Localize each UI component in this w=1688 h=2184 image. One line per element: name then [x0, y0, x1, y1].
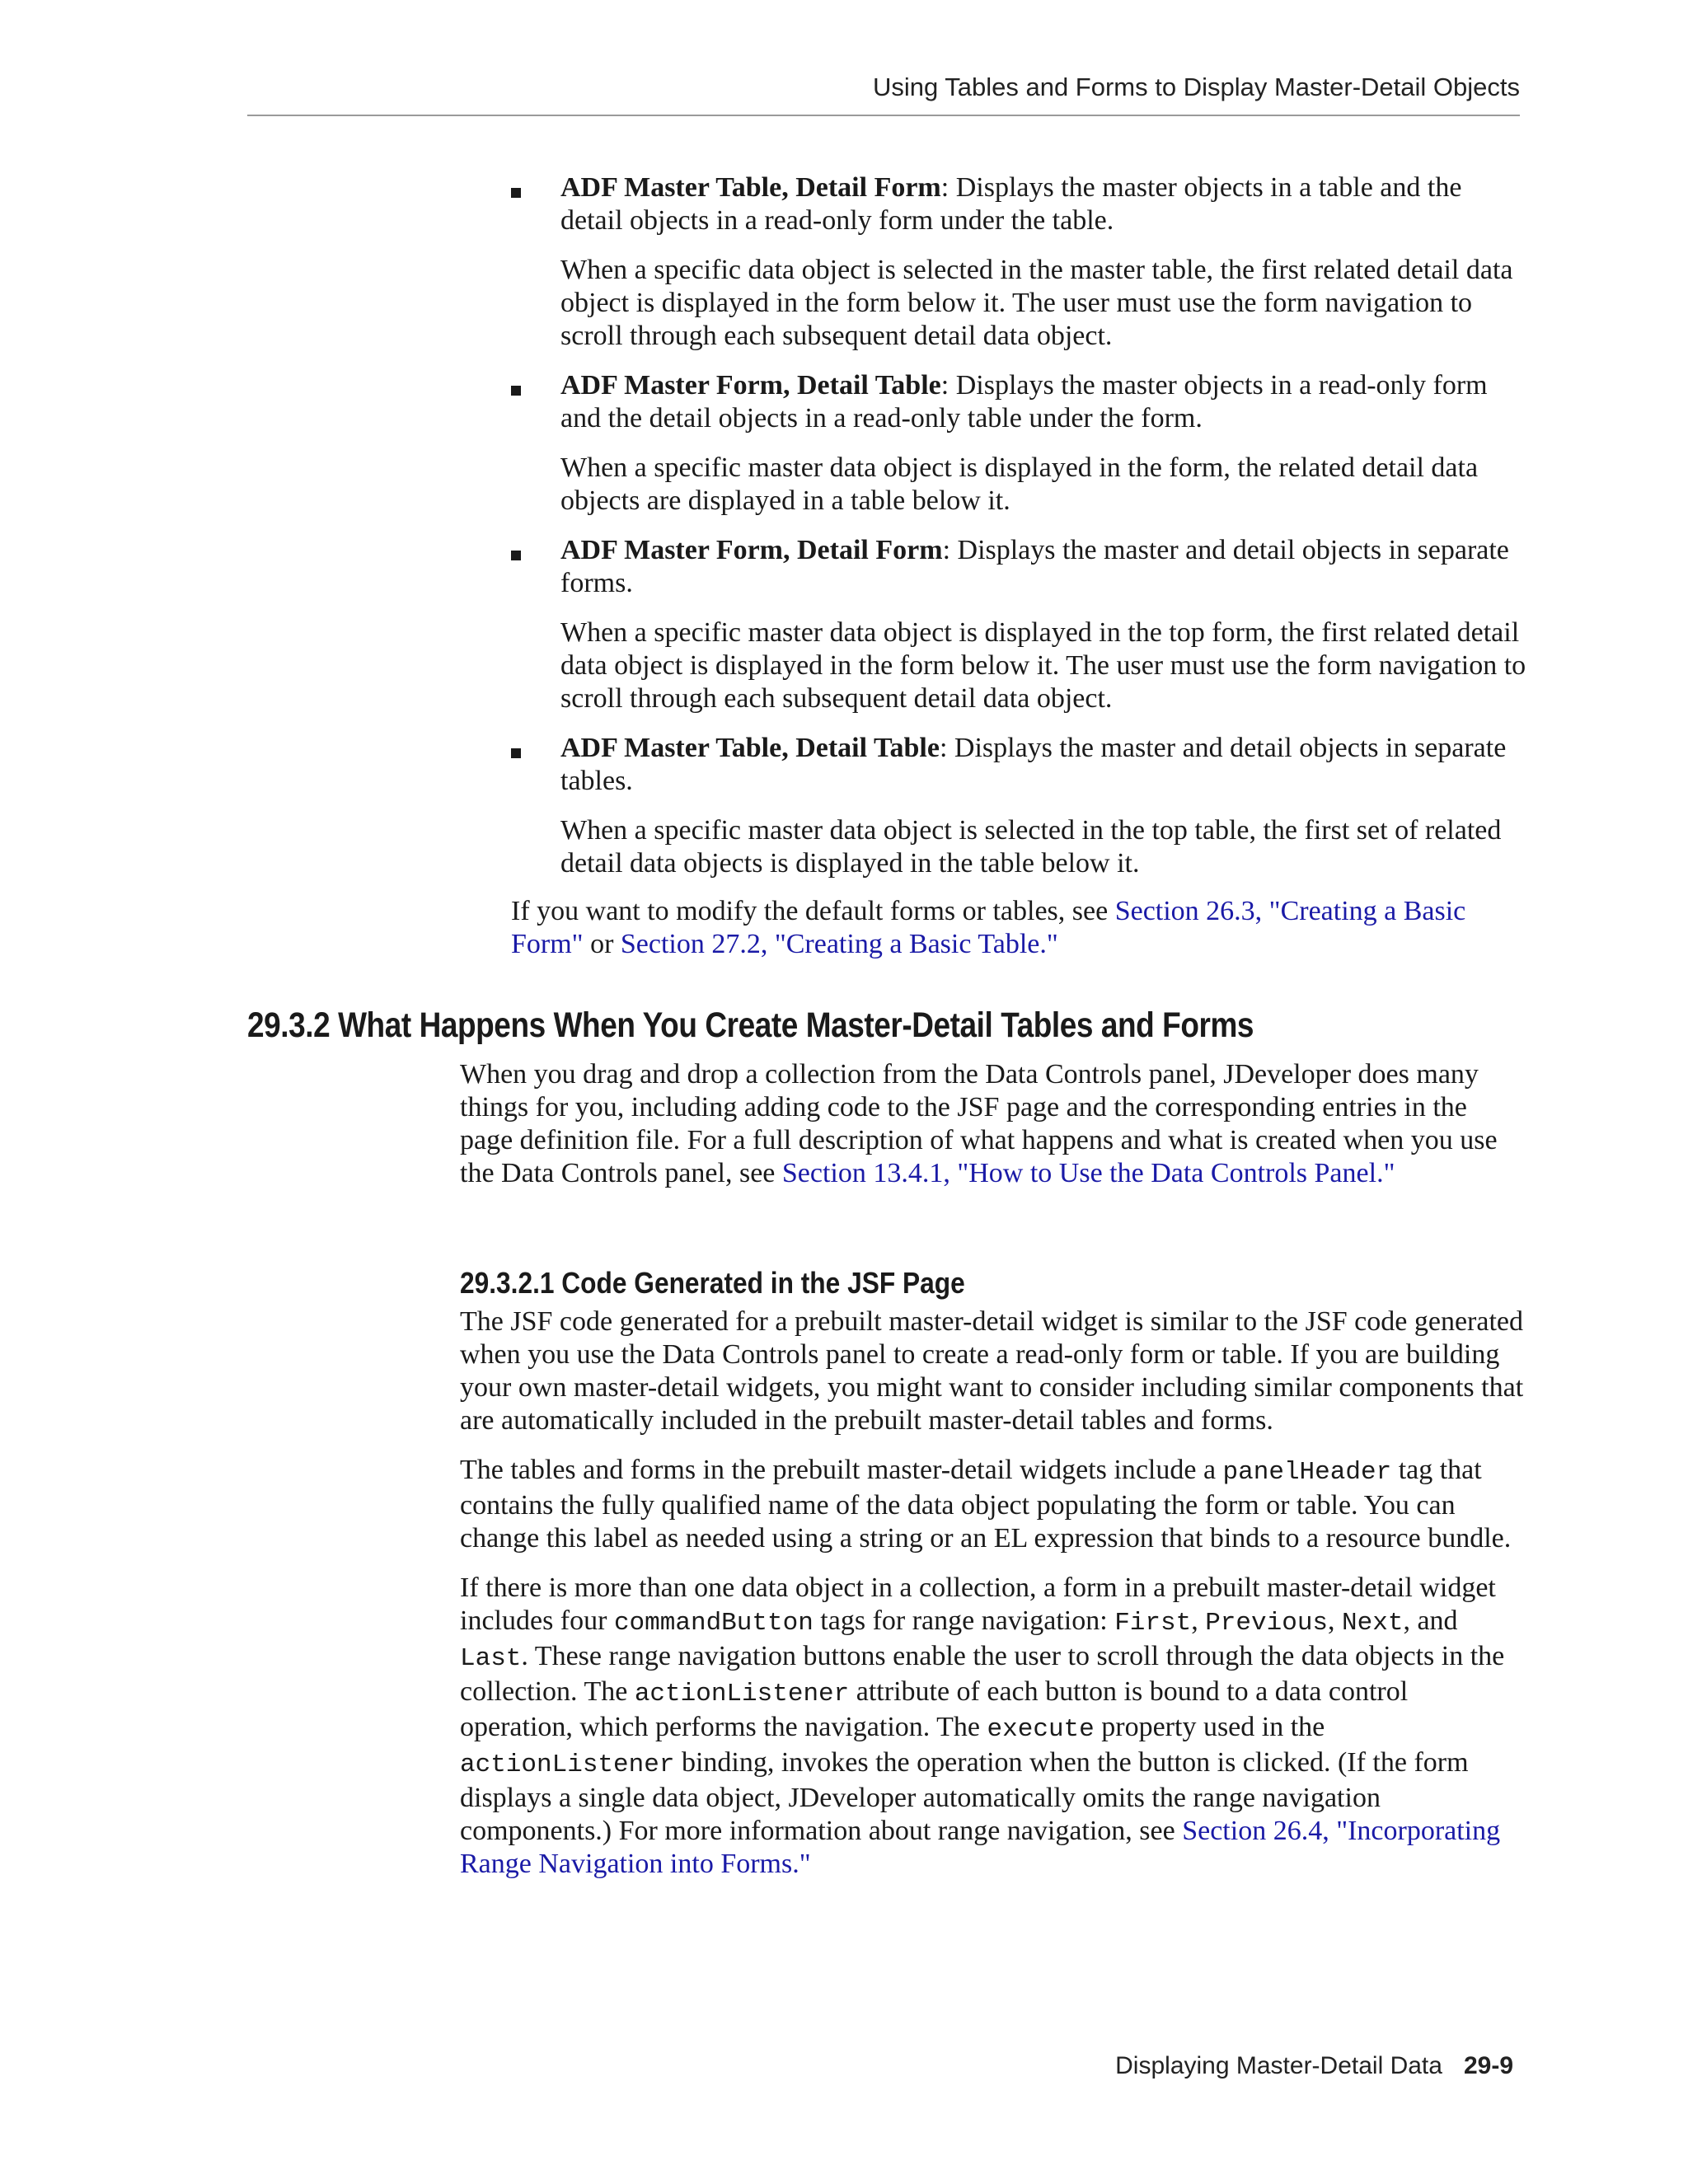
bullet-follow-text: When a specific master data object is displayed in the form, the related detail data objects are displayed in a table below it.: [560, 452, 1479, 516]
bullet-description: [560, 171, 1526, 237]
bullet-description: [560, 732, 1526, 798]
running-header: Using Tables and Forms to Display Master-Detail Objects: [872, 73, 1520, 101]
link-creating-basic-form[interactable]: Section 26.3, "Creating a Basic Form": [511, 896, 1466, 959]
code-next: Next: [1342, 1609, 1404, 1638]
subsection-heading: 29.3.2.1 Code Generated in the JSF Page: [460, 1266, 965, 1300]
footer-chapter-title: Displaying Master-Detail Data: [1115, 2052, 1442, 2079]
bullet-follow-text: When a specific data object is selected in the master table, the first related detail data object is displayed in the form below it. The user must use the form navigation to scroll through each subsequent detail data object.: [560, 255, 1513, 351]
body-text: , and: [1403, 1605, 1458, 1636]
bullet-desc-text: : Displays the master and detail objects in separate tables.: [560, 733, 1507, 796]
bullet-square-icon: [511, 188, 521, 198]
intro-text: When you drag and drop a collection from the Data Controls panel, JDeveloper does many things for you, including adding code to the JSF page and the corresponding entries in the page definition file. For a full description of what happens and what is created when you use the Data Controls panel, see: [460, 1059, 1498, 1188]
section-intro-paragraph: [460, 1058, 1525, 1190]
code-commandButton: commandButton: [613, 1609, 814, 1638]
bullet-term: ADF Master Table, Detail Form: [560, 172, 941, 203]
code-actionListener: actionListener: [460, 1750, 675, 1779]
bullet-desc-text: : Displays the master objects in a table and the detail objects in a read-only form under the table.: [560, 172, 1462, 236]
closing-text: If you want to modify the default forms or tables, see: [511, 896, 1115, 926]
section-heading: 29.3.2 What Happens When You Create Master-Detail Tables and Forms: [247, 1005, 1254, 1045]
header-rule: [247, 115, 1520, 116]
body-text: ,: [1191, 1605, 1206, 1636]
bullet-square-icon: [511, 748, 521, 758]
bullet-description: [560, 369, 1526, 435]
page-footer: [247, 2052, 1513, 2080]
bullet-description: [560, 534, 1526, 600]
body-text: The tables and forms in the prebuilt master-detail widgets include a: [460, 1455, 1223, 1485]
list-item: [504, 732, 1526, 880]
bullet-list: [504, 171, 1526, 897]
bullet-term: ADF Master Table, Detail Table: [560, 733, 940, 763]
code-first: First: [1114, 1609, 1192, 1638]
page-number: 29-9: [1463, 2052, 1513, 2079]
bullet-square-icon: [511, 551, 521, 560]
body-text: If there is more than one data object in a collection, a form in a prebuilt master-detail widget includes four: [460, 1572, 1496, 1636]
paragraph-range-navigation: [460, 1572, 1525, 1881]
bullet-square-icon: [511, 386, 521, 396]
code-last: Last: [460, 1644, 522, 1673]
paragraph-panel-header: [460, 1454, 1525, 1555]
link-creating-basic-table[interactable]: Section 27.2, "Creating a Basic Table.": [620, 929, 1058, 959]
body-text: attribute of each button is bound to a data control operation, which performs the navigation. The: [460, 1676, 1409, 1742]
code-previous: Previous: [1205, 1609, 1329, 1638]
body-text: . These range navigation buttons enable the user to scroll through the data objects in the collection. The: [460, 1641, 1505, 1707]
body-text: tag that contains the fully qualified name of the data object populating the form or table. You can change this label as needed using a string or an EL expression that binds to a resource bundle.: [460, 1455, 1512, 1554]
closing-paragraph: [511, 895, 1525, 961]
body-text: binding, invokes the operation when the button is clicked. (If the form displays a single data object, JDeveloper automatically omits the range navigation components.) For more information about range navigation, see: [460, 1747, 1469, 1846]
bullet-follow-text: When a specific master data object is selected in the top table, the first set of related detail data objects is displayed in the table below it.: [560, 815, 1502, 879]
bullet-desc-text: : Displays the master and detail objects in separate forms.: [560, 535, 1509, 598]
list-item: [504, 171, 1526, 353]
body-text: ,: [1328, 1605, 1343, 1636]
bullet-desc-text: : Displays the master objects in a read-only form and the detail objects in a read-only table under the form.: [560, 370, 1488, 434]
list-item: [504, 534, 1526, 715]
list-item: [504, 369, 1526, 518]
code-execute: execute: [987, 1715, 1095, 1744]
bullet-term: ADF Master Form, Detail Form: [560, 535, 943, 565]
body-text: property used in the: [1094, 1712, 1325, 1742]
closing-text: or: [583, 929, 621, 959]
body-text: tags for range navigation:: [813, 1605, 1115, 1636]
bullet-follow-text: When a specific master data object is displayed in the top form, the first related detail data object is displayed in the form below it. The user must use the form navigation to scroll through each subsequent detail data object.: [560, 617, 1526, 714]
link-range-navigation[interactable]: Section 26.4, "Incorporating Range Navigation into Forms.": [460, 1816, 1501, 1879]
bullet-term: ADF Master Form, Detail Table: [560, 370, 941, 401]
code-actionListener: actionListener: [634, 1680, 850, 1708]
link-data-controls-panel[interactable]: Section 13.4.1, "How to Use the Data Controls Panel.": [781, 1158, 1395, 1188]
subsection-body: [460, 1305, 1525, 1897]
paragraph-jsf-code: The JSF code generated for a prebuilt master-detail widget is similar to the JSF code generated when you use the Data Controls panel to create a read-only form or table. If you are building your own master-detail widgets, you might want to consider including similar components that are automatically included in the prebuilt master-detail tables and forms.: [460, 1306, 1524, 1436]
code-panelHeader: panelHeader: [1222, 1458, 1392, 1487]
